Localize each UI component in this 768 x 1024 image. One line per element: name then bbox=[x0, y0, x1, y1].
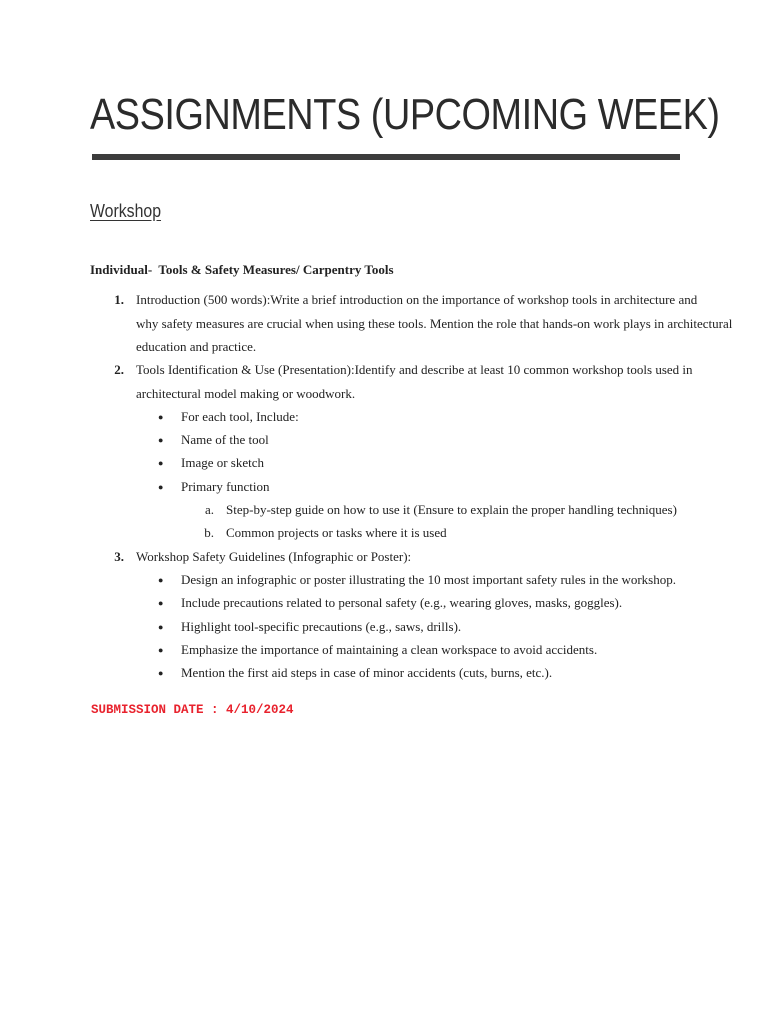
sub-item-text: Common projects or tasks where it is used bbox=[226, 525, 447, 540]
bullet-item-text: For each tool, Include: bbox=[181, 409, 299, 424]
sub-item-marker: b. bbox=[204, 525, 214, 540]
list-item-text-line: why safety measures are crucial when using these tools. Mention the role that hands-on work plays in architectural bbox=[136, 316, 733, 331]
list-item-text-line: architectural model making or woodwork. bbox=[136, 386, 356, 401]
list-item-text-line: education and practice. bbox=[136, 339, 257, 354]
list-item-text-line: Tools Identification & Use (Presentation):Identify and describe at least 10 common workshop tools used in bbox=[136, 362, 693, 377]
section-heading-workshop: Workshop bbox=[90, 201, 162, 221]
bullet-icon: ● bbox=[158, 482, 164, 492]
bullet-item-text: Highlight tool-specific precautions (e.g., saws, drills). bbox=[181, 619, 462, 634]
list-item-text-line: Workshop Safety Guidelines (Infographic or Poster): bbox=[136, 549, 412, 564]
bullet-item-text: Include precautions related to personal safety (e.g., wearing gloves, masks, goggles). bbox=[181, 595, 623, 610]
sub-item-text: Step-by-step guide on how to use it (Ensure to explain the proper handling techniques) bbox=[226, 502, 677, 517]
page-title: ASSIGNMENTS (UPCOMING WEEK) bbox=[90, 90, 720, 139]
title-underline-rule bbox=[92, 154, 680, 160]
bullet-item-text: Image or sketch bbox=[181, 455, 265, 470]
bullet-icon: ● bbox=[158, 668, 164, 678]
bullet-icon: ● bbox=[158, 575, 164, 585]
bullet-item-text: Name of the tool bbox=[181, 432, 269, 447]
bullet-icon: ● bbox=[158, 645, 164, 655]
assignment-subheading: Individual- Tools & Safety Measures/ Carpentry Tools bbox=[90, 262, 394, 277]
bullet-icon: ● bbox=[158, 412, 164, 422]
list-item-number: 1. bbox=[114, 292, 124, 307]
submission-date: SUBMISSION DATE : 4/10/2024 bbox=[91, 703, 294, 717]
bullet-item-text: Design an infographic or poster illustrating the 10 most important safety rules in the workshop. bbox=[181, 572, 676, 587]
bullet-icon: ● bbox=[158, 435, 164, 445]
sub-item-marker: a. bbox=[204, 502, 214, 517]
bullet-item-text: Emphasize the importance of maintaining a clean workspace to avoid accidents. bbox=[181, 642, 598, 657]
bullet-icon: ● bbox=[158, 622, 164, 632]
list-item-number: 2. bbox=[114, 362, 124, 377]
list-item-number: 3. bbox=[114, 549, 124, 564]
list-item-text-line: Introduction (500 words):Write a brief introduction on the importance of workshop tools in architecture and bbox=[136, 292, 698, 307]
bullet-item-text: Primary function bbox=[181, 479, 270, 494]
bullet-icon: ● bbox=[158, 458, 164, 468]
bullet-icon: ● bbox=[158, 598, 164, 608]
bullet-item-text: Mention the first aid steps in case of minor accidents (cuts, burns, etc.). bbox=[181, 665, 553, 680]
